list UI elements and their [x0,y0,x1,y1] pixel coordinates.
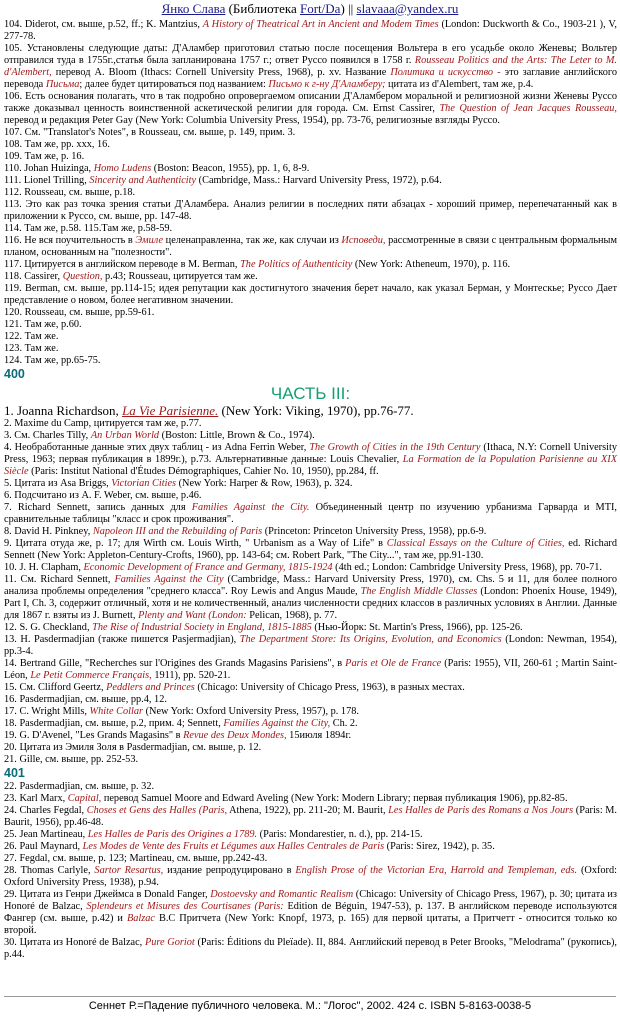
note-m9 [4,538,617,562]
note-title: The English Middle Classes [360,586,478,597]
note-text: ; далее будет цитироваться под названием: [79,79,269,90]
note-text: 10. J. H. Clapham, [4,562,84,573]
note-title: Письмо к г-ну Д'Аламберу; [268,79,386,90]
note-text: 19. G. D'Avenel, "Les Grands Magasins" в [4,730,184,741]
note-text: 114. Там же, p.58. 115.Там же, p.58-59. [4,223,173,234]
note-title: Sartor Resartus, [94,865,164,876]
note-text: 24. Charles Fegdal, [4,805,87,816]
note-m20 [4,742,617,754]
note-m19 [4,730,617,742]
note-n123 [4,343,617,355]
note-text: 21. Gille, см. выше, pp. 252-53. [4,754,139,765]
note-text: 12. S. G. Checkland, [4,622,93,633]
note-n122 [4,331,617,343]
note-m1 [4,403,617,418]
footer-divider [4,996,616,997]
note-text: (Chicago: University of Chicago Press, 1967), p. 30; цитата из Honoré de Balzac, [4,889,617,912]
note-text: 120. Rousseau, см. выше, pp.59-61. [4,307,155,318]
note-text: 7. Richard Sennett, запись данных для [4,502,192,513]
note-title: Families Against the City. [191,502,310,513]
note-title: Pure Goriot [144,937,195,948]
note-text: 16. Pasdermadjian, см. выше, pp.4, 12. [4,694,167,705]
note-text: p.43; Rousseau, цитируется там же. [102,271,258,282]
note-text: 30. Цитата из Honoré de Balzac, [4,937,145,948]
note-n104 [4,19,617,43]
note-text: (Ithaca, N.Y: Cornell University Press, 1963; первая публикация в 1899г.), p.73. Альтернативные данные: Louis Chevalier, [4,442,617,465]
note-text: перевод и редакция Peter Gay (New York: Columbia University Press, 1954), pp. 73-76, религиозные взгляды Руссо. [4,115,500,126]
notes-part-ii [4,19,617,367]
note-title: Economic Development of France and Germany, 1815-1924 [83,562,333,573]
note-text: (Oxford: Oxford University Press, 1938), p.94. [4,865,617,888]
note-title: The Growth of Cities in the 19th Century [309,442,481,453]
note-text: 109. Там же, p. 16. [4,151,85,162]
note-title: Политика и искусство - [390,67,501,78]
note-m13 [4,634,617,658]
note-m21 [4,754,617,766]
note-text: 116. Не вся поучительность в [4,235,136,246]
note-text: 123. Там же. [4,343,59,354]
page-footer: Сеннет Р.=Падение публичного человека. М.: "Логос", 2002. 424 с. ISBN 5-8163-0038-5 [88,1000,532,1012]
note-title: Paris et Ole de France [345,658,442,669]
note-m14 [4,658,617,682]
note-title: Исповеди, [341,235,386,246]
note-m23 [4,793,617,805]
note-title: Question, [62,271,103,282]
note-title: Homo Ludens [93,163,152,174]
note-title: Письма [45,79,80,90]
note-m6 [4,490,617,502]
note-text: 11. См. Richard Sennett, [4,574,115,585]
note-n114 [4,223,617,235]
note-m12 [4,622,617,634]
note-m26 [4,841,617,853]
note-text: (London: Phoenix House, 1949), Part I, Ch. 3, содержит отличный, хотя и не количественный, анализ численности средних классов в различных условиях в Англии. Данные для 1867 г. взяты из J. Burnett, [4,586,617,621]
note-title: Classical Essays on the Culture of Cities, [386,538,565,549]
note-title: The Question of Jean Jacques Rousseau, [439,103,617,114]
note-text: 17. C. Wright Mills, [4,706,90,717]
note-text: 111. Lionel Trilling, [4,175,90,186]
note-n112 [4,187,617,199]
page-number-401: 401 [4,766,25,780]
notes-part-iii [4,403,617,766]
note-text: 122. Там же. [4,331,59,342]
note-text: 105. Установлены следующие даты: Д'Аламбер приготовил статью после посещения Вольтера в его усадьбе около Женевы; Вольтер отправился туда в 1755г.,статья была запланирована 1757 г.; ответ Руссо появился в 1758 г. [4,43,617,66]
note-title: Families Against the City [114,574,224,585]
note-text: 29. Цитата из Генри Джеймса в Donald Fanger, [4,889,211,900]
note-text: 25. Jean Martineau, [4,829,88,840]
note-text: перевод Samuel Moore and Edward Aveling (New York: Modern Library; первая публикация 1906), pp.82-85. [101,793,568,804]
note-text: 119. Berman, см. выше, pp.114-15; идея репутации как достигнутого значения берет начало, как указал Берман, у Монтескье; Руссо Дает представление о новом, более негативном значении. [4,283,617,306]
note-text: (London: Newman, 1954), pp.3-4. [4,634,617,657]
note-text: 106. Есть основания полагать, что в так подробно опровергаемом описании Д'Аламбером моральной и религиозной жизни Женевы Руссо также доказывал ценность воинственной аскетической религии для города. См. Ernst Cassirer, [4,91,617,114]
note-n109 [4,151,617,163]
note-text: 8. David H. Pinkney, [4,526,93,537]
note-text: цитата из d'Alembert, там же, p.4. [385,79,534,90]
note-text: 9. Цитата отуда же, p. 17; для Wirth см. Louis Wirth, " Urbanism as a Way of Life" в [4,538,387,549]
note-title: Le Petit Commerce Français, [30,670,152,681]
note-m8 [4,526,617,538]
note-m15 [4,682,617,694]
note-n105 [4,43,617,91]
note-m18 [4,718,617,730]
note-text: 28. Thomas Carlyle, [4,865,95,876]
note-m28 [4,865,617,889]
note-m30 [4,937,617,961]
note-title: La Vie Parisienne. [122,403,219,418]
note-m25 [4,829,617,841]
note-text: 3. См. Charles Tilly, [4,430,91,441]
note-text: 110. Johan Huizinga, [4,163,94,174]
note-title: Capital, [67,793,102,804]
note-text: 15июля 1894г. [286,730,352,741]
note-m29 [4,889,617,937]
note-title: Peddlers and Princes [106,682,195,693]
note-n113 [4,199,617,223]
note-text: Ch. 2. [330,718,358,729]
note-text: (4th ed.; London: Cambridge University Press, 1968), pp. 70-71. [332,562,602,573]
note-text: 22. Pasdermadjian, см. выше, p. 32. [4,781,155,792]
note-title: The Politics of Authenticity [240,259,353,270]
note-title: Les Halles de Paris des Romans a Nos Jours [388,805,574,816]
library-suffix: ) [340,1,345,16]
note-text: целенаправленна, так же, как случаи из [163,235,342,246]
note-text: (Boston: Beacon, 1955), pp. 1, 6, 8-9. [151,163,310,174]
note-text: Объединенный центр по изучению урбанизма Гарварда и MTI, сравнительные таблицы "класс и срок проживания". [4,502,618,525]
note-n111 [4,175,617,187]
note-text: (Paris: Éditions du Pleïade). II, 884. Английский перевод в Peter Brooks, "Melodrama" (рукопись), p.44. [4,937,617,960]
note-m4 [4,442,617,478]
note-n107 [4,127,617,139]
note-text: 1. Joanna Richardson, [4,403,123,418]
note-text: 20. Цитата из Эмиля Золя в Pasdermadjian, см. выше, p. 12. [4,742,262,753]
note-m7 [4,502,617,526]
note-title: Эмиле [135,235,164,246]
note-text: (New York: Atheneum, 1970), p. 116. [352,259,511,270]
note-text: это заглавие английского перевода [4,67,617,90]
note-text: (Paris: Mondarestier, n. d.), pp. 214-15. [257,829,423,840]
note-text: (Paris: 1955), VII, 260-61 ; Martin Saint-Léon, [4,658,617,681]
note-text: 26. Paul Maynard, [4,841,83,852]
note-m17 [4,706,617,718]
note-title: The Rise of Industrial Society in England, 1815-1885 [92,622,312,633]
note-text: 14. Bertrand Gille, "Recherches sur l'Origines des Grands Magasins Parisiens", в [4,658,346,669]
notes-part-iii-continued [4,781,617,961]
note-text: В.С Притчета (New York: Knopf, 1973, p. 165) для первой цитаты, а Притчетт - относится только ко второй. [4,913,618,936]
note-text: издание репродуцировано в [163,865,296,876]
note-title: Les Modes de Vente des Fruits et Légumes aux Halles Centrales de Paris [82,841,385,852]
note-text: (Paris: Sirez, 1942), p. 35. [384,841,495,852]
author-link[interactable]: Янко Слава [161,1,226,16]
note-text: ed. Richard Sennett (New York: Appleton-Century-Crofts, 1960), pp. 143-64; см. Robert Park, "The City...", там же, pp.91-130. [4,538,617,561]
page-number-400: 400 [4,367,25,381]
note-text: 113. Это как раз точка зрения статьи Д'Аламбера. Анализ религии в последних пяти абзацах - хороший пример, перепечатанный как в приложении к Руссо, см. выше, pp. 147-48. [4,199,617,222]
note-text: (Paris: M. Baurit, 1956), pp.46-48. [4,805,618,828]
note-m27 [4,853,617,865]
note-text: 5. Цитата из Asa Briggs, [4,478,112,489]
header-separator: || [344,1,357,16]
note-title: Splendeurs et Misures des Courtisanes (Paris: [86,901,284,912]
note-title: Napoleon III and the Rebuilding of Paris [92,526,263,537]
note-text: 124. Там же, pp.65-75. [4,355,101,366]
note-text: рассмотренные в связи с центральным формальным планом, основанным на "полезности". [4,235,617,258]
email-link[interactable]: slavaaa@yandex.ru [356,1,459,16]
note-title: La Formation de la Population Parisienne au XIX Siècle [4,454,618,477]
note-title: Revue des Deux Mondes, [183,730,287,741]
note-text: 27. Fegdal, см. выше, p. 123; Martineau, см. выше, pp.242-43. [4,853,268,864]
note-text: 4. Необработанные данные этих двух таблиц - из Adna Ferrin Weber, [4,442,310,453]
note-text: 121. Там же, p.60. [4,319,82,330]
note-m3 [4,430,617,442]
note-title: Plenty and Want (London: [138,610,247,621]
note-title: The Department Store: Its Origins, Evolution, and Economics [239,634,502,645]
note-title: Rousseau Politics and the Arts: The Leter to M. d'Alembert, [4,55,618,78]
note-n108 [4,139,617,151]
note-title: Dostoevsky and Romantic Realism [210,889,354,900]
note-m11 [4,574,617,622]
note-n118 [4,271,617,283]
note-n117 [4,259,617,271]
note-text: 15. См. Clifford Geertz, [4,682,107,693]
note-text: 6. Подсчитано из A. F. Weber, см. выше, p.46. [4,490,202,501]
note-m24 [4,805,617,829]
note-text: 13. H. Pasdermadjian (также пишется Pasjermadjian), [4,634,240,645]
note-n119 [4,283,617,307]
note-text: 1911), pp. 520-21. [151,670,231,681]
note-title: Sincerity and Authenticity [89,175,197,186]
note-text: (Нью-Йорк: St. Martin's Press, 1966), pp. 125-26. [311,622,523,633]
note-n121 [4,319,617,331]
note-text: Athena, 1922), pp. 211-20; M. Baurit, [227,805,389,816]
note-title: Victorian Cities [111,478,177,489]
note-text: (New York: Viking, 1970), pp.76-77. [218,403,414,418]
note-text: (Paris: Institut National d'Études Démographiques, Cahier No. 10, 1950), pp.284, ff. [28,466,379,477]
note-title: Balzac [126,913,155,924]
note-m22 [4,781,617,793]
note-text: 118. Cassirer, [4,271,63,282]
note-m10 [4,562,617,574]
note-text: (London: Duckworth & Co., 1903-21 ), V, 277-78. [4,19,617,42]
note-text: 18. Pasdermadjian, см. выше, p.2, прим. 4; Sennett, [4,718,224,729]
note-text: 104. Diderot, см. выше, p.52, ff.; K. Mantzius, [4,19,203,30]
note-text: (Princeton: Princeton University Press, 1958), pp.6-9. [262,526,487,537]
page-header [0,0,620,19]
note-title: White Collar [89,706,143,717]
note-text: Pelican, 1968), p. 77. [246,610,338,621]
note-text: (New York: Oxford University Press, 1957), p. 178. [143,706,359,717]
note-n106 [4,91,617,127]
note-text: Edition de Béguin, 1947-53), p. 137. В английском переводе используются Фангер (см. выше, p.42) и [4,901,618,924]
note-n120 [4,307,617,319]
note-m16 [4,694,617,706]
note-text: (Boston: Little, Brown & Co., 1974). [159,430,315,441]
note-title: English Prose of the Victorian Era, Harrold and Templeman, eds. [295,865,578,876]
note-m2 [4,418,617,430]
library-prefix: (Библиотека [225,1,300,16]
note-text: 108. Там же, pp. xxx, 16. [4,139,110,150]
note-n116 [4,235,617,259]
note-text: 23. Karl Marx, [4,793,68,804]
note-text: (Chicago: University of Chicago Press, 1963), в разных местах. [194,682,465,693]
note-n124 [4,355,617,367]
note-text: (New York: Harper & Row, 1963), p. 324. [176,478,353,489]
note-text: 107. См. "Translator's Notes", в Rousseau, см. выше, p. 149, прим. 3. [4,127,296,138]
note-text: 117. Цитируется в английском переводе в M. Berman, [4,259,241,270]
note-text: 112. Rousseau, см. выше, p.18. [4,187,136,198]
note-n110 [4,163,617,175]
note-title: Choses et Gens des Halles (Paris, [86,805,228,816]
note-text: перевод A. Bloom (Ithaсs: Cornell University Press, 1968), p. xv. Название [51,67,391,78]
notes-body [4,19,617,961]
fort-da-link[interactable]: Fort/Da [300,1,341,16]
note-m5 [4,478,617,490]
note-title: Les Halles de Paris des Origines a 1789. [87,829,258,840]
note-text: 2. Maxime du Camp, цитируется там же, p.77. [4,418,202,429]
note-title: Families Against the City, [223,718,331,729]
note-title: A History of Theatrical Art in Ancient and Modem Times [202,19,439,30]
note-text: (Cambridge, Mass.: Harvard University Press, 1972), p.64. [196,175,442,186]
part-title: ЧАСТЬ III: [270,384,351,403]
note-text: (Cambridge, Mass.: Harvard University Press, 1970), см. Chs. 5 и 11, для более полного анализа проблемы определения "среднего класса". Roy Lewis and Angus Maude, [4,574,617,597]
note-title: An Urban World [90,430,160,441]
